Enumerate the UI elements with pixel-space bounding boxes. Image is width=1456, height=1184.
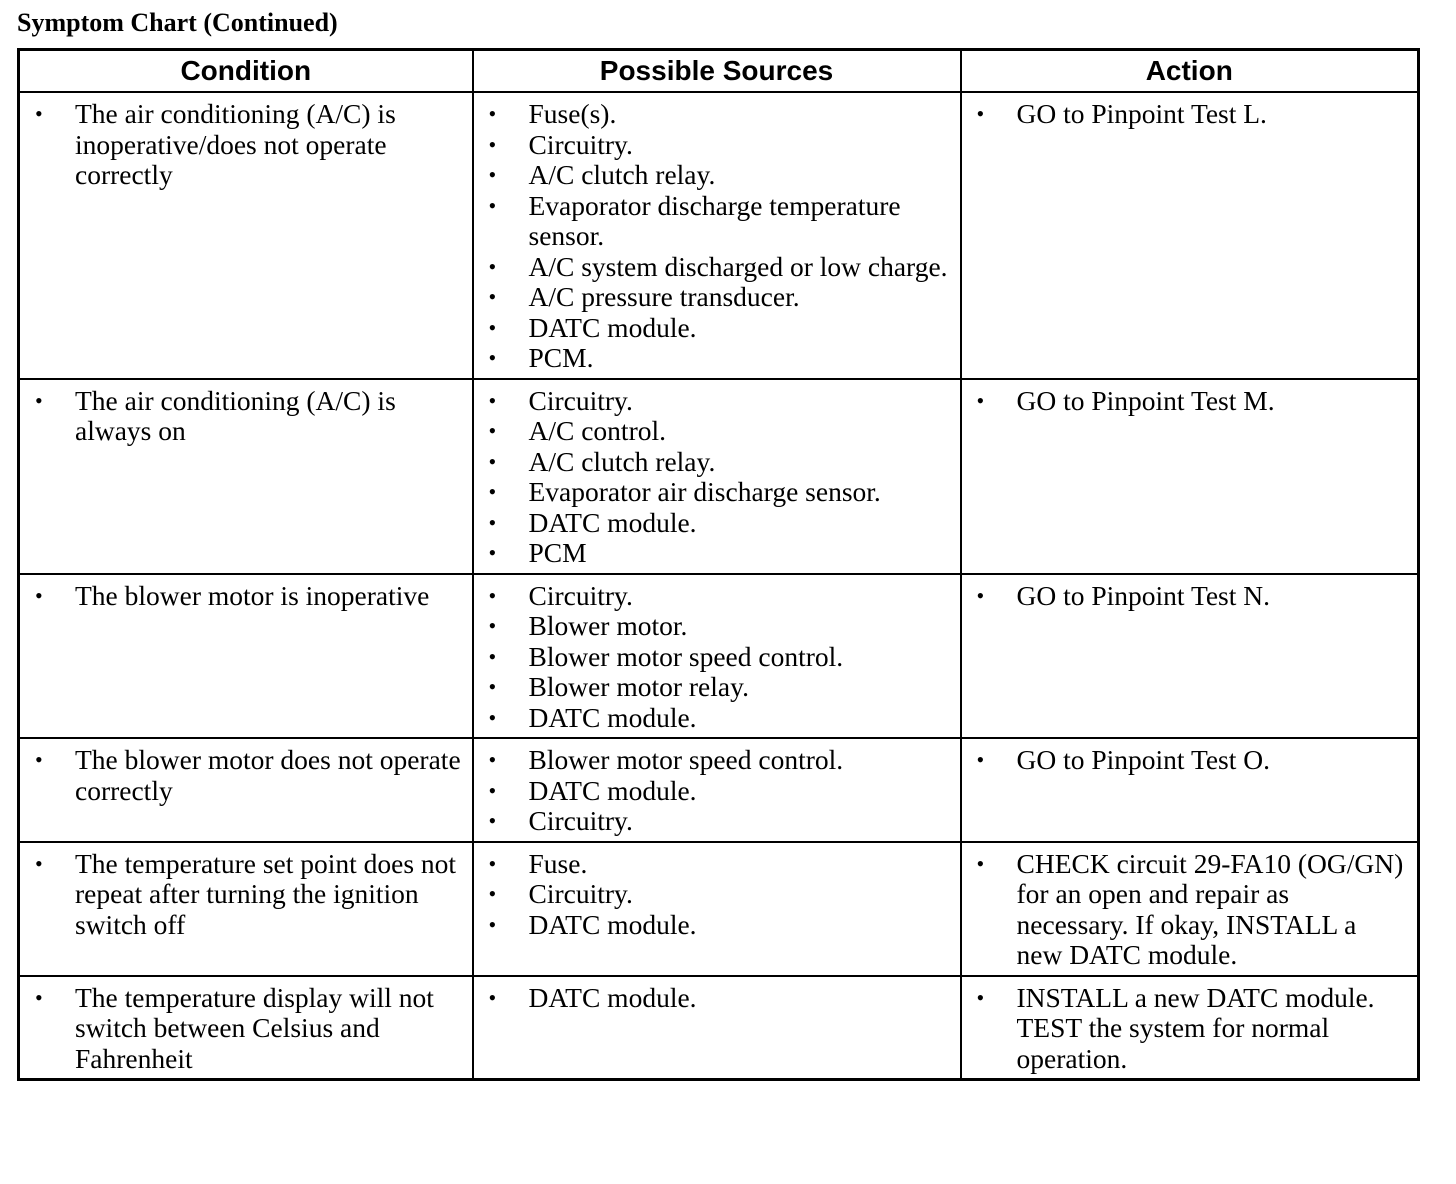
list-item [20,745,472,806]
list-item [474,160,960,191]
list-item [474,343,960,374]
list-item [474,416,960,447]
bullet-list [20,983,472,1075]
bullet-icon: • [488,850,497,876]
bullet-list [20,745,472,806]
bullet-list [474,386,960,569]
list-item [474,130,960,161]
list-item-text: Circuitry. [528,384,633,416]
page-title: Symptom Chart (Continued) [17,8,338,37]
table-row [19,574,1419,739]
bullet-icon: • [488,881,497,906]
action-cell [961,574,1419,739]
bullet-icon: • [488,808,497,833]
possible-sources-cell [473,842,961,976]
list-item [474,910,960,941]
action-cell [961,738,1419,842]
condition-cell [19,574,473,739]
list-item [474,508,960,539]
list-item-text: A/C clutch relay. [528,159,716,190]
bullet-icon: • [488,747,497,772]
list-item-text: The air conditioning (A/C) is always on [75,384,396,446]
list-item [20,983,472,1075]
bullet-icon: • [488,984,497,1010]
list-item [474,611,960,642]
bullet-icon: • [976,387,985,413]
bullet-list [962,745,1418,776]
list-item-text: DATC module. [528,506,697,538]
bullet-icon: • [976,984,985,1010]
list-item-text: INSTALL a new DATC module. TEST the system for normal operation. [1016,981,1375,1074]
table-row [19,842,1419,976]
bullet-list [474,99,960,374]
bullet-list [474,581,960,734]
bullet-icon: • [488,131,497,157]
list-item-text: Circuitry. [528,805,633,836]
bullet-icon: • [488,314,497,340]
bullet-icon: • [488,345,497,370]
list-item-text: The blower motor is inoperative [75,579,430,611]
bullet-list [20,581,472,612]
bullet-icon: • [488,613,497,638]
bullet-list [474,983,960,1014]
list-item-text: The temperature display will not switch between Celsius and Fahrenheit [75,981,434,1074]
bullet-icon: • [488,509,497,535]
list-item [474,386,960,417]
bullet-icon: • [488,479,497,504]
bullet-icon: • [488,643,497,669]
list-item-text: DATC module. [528,311,697,343]
list-item-text: Circuitry. [528,579,633,611]
list-item-text: Blower motor relay. [528,671,749,702]
bullet-icon: • [35,101,43,126]
list-item-text: DATC module. [528,908,697,940]
bullet-list [962,849,1418,971]
list-item-text: Blower motor speed control. [528,744,844,775]
bullet-icon: • [35,850,43,876]
bullet-icon: • [35,387,43,413]
list-item [962,386,1418,417]
list-item-text: Evaporator air discharge sensor. [528,476,881,507]
table-row [19,976,1419,1080]
list-item [962,99,1418,130]
condition-cell [19,379,473,574]
condition-cell [19,842,473,976]
bullet-icon: • [488,582,497,608]
list-item [474,581,960,612]
list-item [20,386,472,447]
bullet-icon: • [976,101,985,126]
bullet-icon: • [488,911,497,937]
list-item [474,99,960,130]
bullet-list [474,849,960,941]
symptom-chart-table [17,48,1420,1081]
list-item [474,672,960,703]
list-item-text: Circuitry. [528,128,633,160]
table-header-row [19,50,1419,93]
list-item-text: DATC module. [528,701,697,733]
bullet-icon: • [976,747,985,772]
list-item [474,879,960,910]
bullet-icon: • [488,284,497,309]
bullet-icon: • [976,582,985,608]
list-item [474,849,960,880]
list-item-text: PCM [528,537,587,568]
list-item [20,849,472,941]
possible-sources-cell [473,738,961,842]
bullet-icon: • [488,448,497,474]
list-item-text: DATC module. [528,774,697,806]
list-item [962,849,1418,971]
possible-sources-cell [473,976,961,1080]
list-item [474,776,960,807]
bullet-icon: • [488,540,497,565]
table-row [19,92,1419,379]
list-item [474,191,960,252]
list-item-text: GO to Pinpoint Test L. [1016,98,1267,129]
action-cell [961,92,1419,379]
list-item-text: Evaporator discharge temperature sensor. [528,189,901,251]
list-item-text: A/C clutch relay. [528,445,716,477]
bullet-icon: • [488,674,497,699]
bullet-icon: • [35,747,43,772]
header-possible-sources: Possible Sources [473,50,961,93]
list-item-text: GO to Pinpoint Test O. [1016,744,1270,775]
list-item-text: The blower motor does not operate correctly [75,744,461,806]
bullet-icon: • [976,850,985,876]
bullet-icon: • [488,101,497,126]
condition-cell [19,738,473,842]
list-item-text: GO to Pinpoint Test M. [1016,384,1275,416]
bullet-list [474,745,960,837]
list-item-text: Blower motor speed control. [528,640,844,672]
possible-sources-cell [473,574,961,739]
list-item [474,313,960,344]
bullet-icon: • [488,704,497,730]
list-item [474,642,960,673]
list-item [474,983,960,1014]
table-row [19,379,1419,574]
bullet-icon: • [488,162,497,187]
list-item [20,99,472,191]
list-item-text: A/C system discharged or low charge. [528,250,948,282]
bullet-icon: • [488,777,497,803]
list-item [474,252,960,283]
bullet-list [20,99,472,191]
bullet-icon: • [35,984,43,1010]
list-item [962,581,1418,612]
bullet-icon: • [488,192,497,218]
list-item [474,538,960,569]
list-item [474,282,960,313]
list-item-text: A/C control. [528,415,666,446]
condition-cell [19,92,473,379]
list-item-text: The temperature set point does not repeat after turning the ignition switch off [75,847,457,940]
possible-sources-cell [473,92,961,379]
header-action: Action [961,50,1419,93]
bullet-icon: • [488,387,497,413]
list-item-text: PCM. [528,342,594,373]
list-item-text: Circuitry. [528,878,633,909]
list-item-text: The air conditioning (A/C) is inoperative/does not operate correctly [75,98,396,190]
list-item [474,745,960,776]
list-item [474,477,960,508]
bullet-icon: • [488,418,497,443]
list-item [474,806,960,837]
list-item-text: DATC module. [528,981,697,1013]
action-cell [961,842,1419,976]
header-condition: Condition [19,50,473,93]
bullet-icon: • [35,582,43,608]
bullet-list [20,386,472,447]
bullet-list [962,983,1418,1075]
list-item-text: A/C pressure transducer. [528,281,800,312]
action-cell [961,379,1419,574]
table-row [19,738,1419,842]
list-item [962,745,1418,776]
list-item [20,581,472,612]
list-item [474,703,960,734]
list-item [962,983,1418,1075]
bullet-list [962,386,1418,417]
bullet-list [20,849,472,941]
bullet-list [962,99,1418,130]
bullet-list [962,581,1418,612]
possible-sources-cell [473,379,961,574]
list-item-text: Fuse(s). [528,98,617,129]
list-item-text: CHECK circuit 29-FA10 (OG/GN) for an open and repair as necessary. If okay, INSTALL a new DATC module. [1016,847,1404,970]
list-item [474,447,960,478]
action-cell [961,976,1419,1080]
condition-cell [19,976,473,1080]
list-item-text: Fuse. [528,847,588,879]
list-item-text: Blower motor. [528,610,688,641]
bullet-icon: • [488,253,497,279]
list-item-text: GO to Pinpoint Test N. [1016,579,1270,611]
